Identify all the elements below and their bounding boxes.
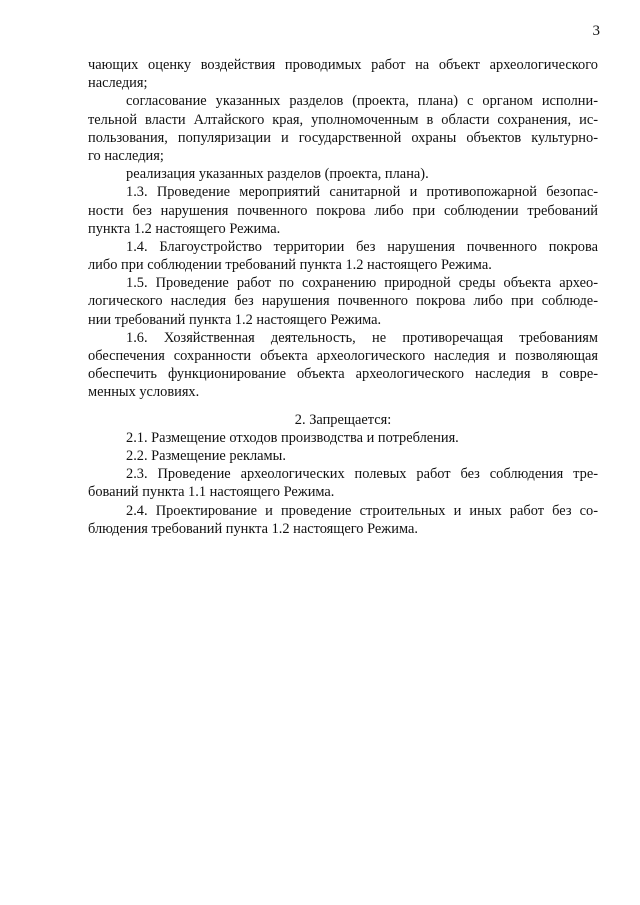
- text-line: 2.2. Размещение рекламы.: [126, 447, 286, 464]
- text-line: 1.6. Хозяйственная деятельность, не противоречащая требованиям: [126, 329, 598, 346]
- text-line: тельной власти Алтайского края, уполномоченным в области сохранения, ис-: [88, 111, 598, 128]
- text-line: бований пункта 1.1 настоящего Режима.: [88, 484, 335, 501]
- paragraph: [88, 274, 598, 329]
- text-line: блюдения требований пункта 1.2 настоящего Режима.: [88, 520, 418, 537]
- text-line: чающих оценку воздействия проводимых работ на объект археологического: [88, 57, 598, 73]
- text-line: 2.1. Размещение отходов производства и потребления.: [126, 429, 459, 446]
- text-line: 1.3. Проведение мероприятий санитарной и противопожарной безопас-: [126, 184, 598, 201]
- section-1-continuation: [88, 56, 598, 402]
- paragraph: [88, 56, 598, 92]
- paragraph: [88, 238, 598, 274]
- section-2-heading: 2. Запрещается:: [294, 411, 392, 428]
- text-line: обеспечить функционирование объекта археологического наследия в совре-: [88, 366, 598, 383]
- text-line: пункта 1.2 настоящего Режима.: [88, 220, 281, 237]
- page-number: 3: [592, 23, 600, 39]
- section-gap: [88, 402, 598, 411]
- text-line: 1.5. Проведение работ по сохранению природной среды объекта архео-: [126, 275, 598, 292]
- text-line: пользования, популяризации и государственной охраны объектов культурно-: [88, 129, 598, 146]
- paragraph: [88, 502, 598, 538]
- text-line: менных условиях.: [88, 384, 200, 401]
- text-line: нии требований пункта 1.2 настоящего Режима.: [88, 311, 382, 328]
- document-body: [88, 56, 598, 538]
- paragraph: [88, 465, 598, 501]
- paragraph: [88, 329, 598, 402]
- text-line: 2.4. Проектирование и проведение строительных и иных работ без со-: [126, 502, 598, 519]
- section-2-items: [88, 429, 598, 538]
- text-line: ности без нарушения почвенного покрова либо при соблюдении требований: [88, 202, 598, 219]
- text-line: реализация указанных разделов (проекта, плана).: [126, 166, 429, 183]
- text-line: 1.4. Благоустройство территории без нарушения почвенного покрова: [126, 238, 598, 255]
- text-line: обеспечения сохранности объекта археологического наследия и позволяющая: [88, 348, 598, 364]
- text-line: 2.3. Проведение археологических полевых работ без соблюдения тре-: [126, 466, 598, 483]
- text-line: логического наследия без нарушения почвенного покрова либо при соблюде-: [88, 293, 598, 310]
- text-line: наследия;: [88, 75, 148, 92]
- paragraph: [88, 429, 598, 447]
- paragraph: [88, 165, 598, 183]
- text-line: либо при соблюдении требований пункта 1.2 настоящего Режима.: [88, 257, 492, 274]
- text-line: го наследия;: [88, 147, 164, 164]
- paragraph: [88, 92, 598, 165]
- text-line: согласование указанных разделов (проекта, плана) с органом исполни-: [126, 93, 598, 110]
- paragraph: [88, 183, 598, 238]
- paragraph: [88, 447, 598, 465]
